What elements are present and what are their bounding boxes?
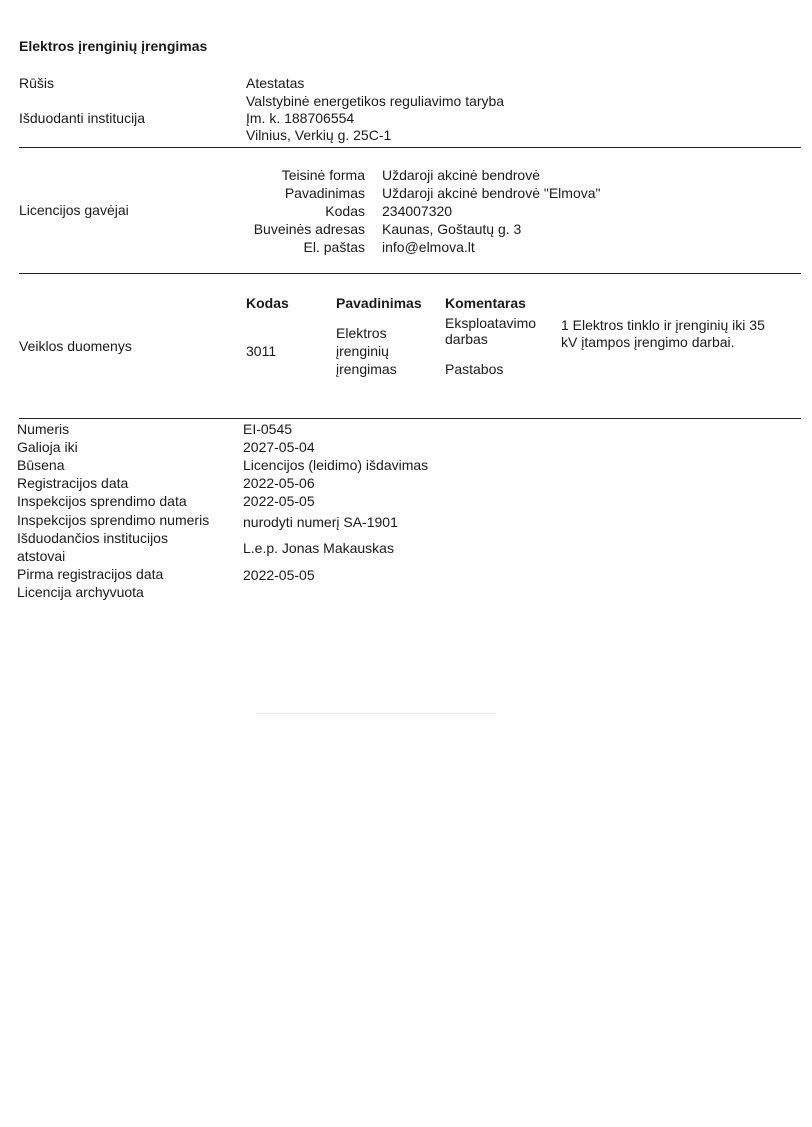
- activity-kodas: 3011: [246, 343, 277, 359]
- detail-value-sprendimo-data: 2022-05-05: [243, 493, 315, 509]
- recipient-label: Licencijos gavėjai: [19, 202, 129, 218]
- teisine-forma-value: Uždaroji akcinė bendrovė: [382, 167, 540, 183]
- el-pastas-value: info@elmova.lt: [382, 239, 475, 255]
- pavadinimas-label: Pavadinimas: [284, 185, 365, 201]
- institucija-line-3: Vilnius, Verkių g. 25C-1: [246, 127, 392, 143]
- pastabos-label: Pastabos: [445, 361, 504, 377]
- buveines-adresas-label: Buveinės adresas: [253, 221, 365, 237]
- buveines-adresas-value: Kaunas, Goštautų g. 3: [382, 221, 522, 237]
- document-title: Elektros įrenginių įrengimas: [19, 38, 208, 54]
- detail-label-pirma-registracijos-data: Pirma registracijos data: [17, 566, 164, 582]
- detail-label-sprendimo-data: Inspekcijos sprendimo data: [17, 493, 187, 509]
- detail-value-busena: Licencijos (leidimo) išdavimas: [243, 457, 429, 473]
- detail-label-institucijos: Išduodančios institucijos: [17, 530, 168, 546]
- institucija-line-1: Valstybinė energetikos reguliavimo taryba: [246, 93, 505, 109]
- detail-label-galioja-iki: Galioja iki: [17, 439, 78, 455]
- divider-3: [19, 418, 801, 419]
- col-pavadinimas-header: Pavadinimas: [336, 295, 422, 311]
- detail-value-sprendimo-numeris: nurodyti numerį SA-1901: [243, 514, 398, 530]
- detail-value-galioja-iki: 2027-05-04: [243, 439, 315, 455]
- komentaras-type-line-1: Eksploatavimo: [445, 315, 537, 331]
- detail-label-sprendimo-numeris: Inspekcijos sprendimo numeris: [17, 512, 210, 528]
- activity-pavadinimas-line-3: įrengimas: [336, 361, 397, 377]
- kodas-label: Kodas: [325, 203, 365, 219]
- detail-value-registracijos-data: 2022-05-06: [243, 475, 315, 491]
- col-komentaras-header: Komentaras: [445, 295, 526, 311]
- detail-label-archyvuota: Licencija archyvuota: [17, 584, 144, 600]
- divider-1: [19, 147, 801, 148]
- detail-value-numeris: EI-0545: [243, 421, 293, 437]
- institucija-line-2: Įm. k. 188706554: [246, 110, 355, 126]
- rusis-value: Atestatas: [246, 75, 305, 91]
- institucija-label: Išduodanti institucija: [19, 110, 146, 126]
- komentaras-type-line-2: darbas: [445, 331, 488, 347]
- detail-value-pirma-registracijos-data: 2022-05-05: [243, 567, 315, 583]
- detail-label-numeris: Numeris: [17, 421, 70, 437]
- activity-pavadinimas-line-1: Elektros: [336, 325, 387, 341]
- detail-label-registracijos-data: Registracijos data: [17, 475, 129, 491]
- detail-label-busena: Būsena: [17, 457, 65, 473]
- divider-2: [19, 273, 801, 274]
- el-pastas-label: El. paštas: [303, 239, 365, 255]
- rusis-label: Rūšis: [19, 75, 55, 91]
- detail-value-atstovai: L.e.p. Jonas Makauskas: [243, 540, 394, 556]
- kodas-value: 234007320: [382, 203, 453, 219]
- pavadinimas-value: Uždaroji akcinė bendrovė "Elmova": [382, 185, 601, 201]
- komentaras-text-line-2: kV įtampos įrengimo darbai.: [561, 334, 735, 350]
- activity-pavadinimas-line-2: įrenginių: [336, 343, 389, 359]
- komentaras-text-line-1: 1 Elektros tinklo ir įrenginių iki 35: [561, 317, 765, 333]
- activity-label: Veiklos duomenys: [19, 338, 132, 354]
- detail-label-atstovai: atstovai: [17, 548, 66, 564]
- scan-artifact: [256, 713, 496, 714]
- teisine-forma-label: Teisinė forma: [281, 167, 365, 183]
- col-kodas-header: Kodas: [246, 295, 289, 311]
